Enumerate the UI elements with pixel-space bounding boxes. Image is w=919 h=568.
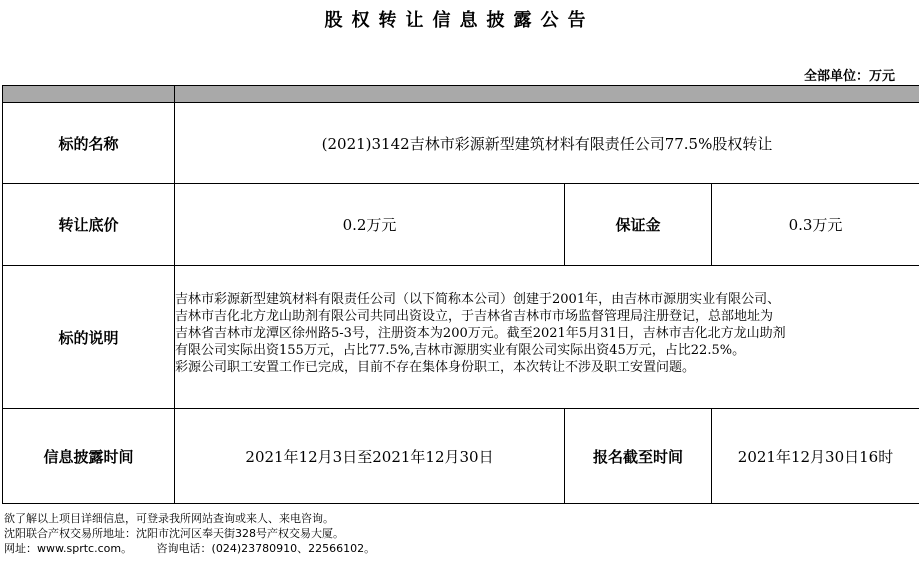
deposit-label: 保证金 [565, 184, 712, 266]
target-name-value: (2021)3142吉林市彩源新型建筑材料有限责任公司77.5%股权转让 [175, 103, 919, 184]
header-cell [3, 86, 175, 103]
row-disclosure-period [3, 409, 919, 504]
description-line: 有限公司实际出资155万元，占比77.5%,吉林市源朋实业有限公司实际出资45万元，占比22.5%。 [175, 343, 746, 358]
deadline-label: 报名截至时间 [565, 409, 712, 504]
description-line: 吉林市吉化北方龙山助剂有限公司共同出资设立，于吉林省吉林市市场监督管理局注册登记，总部地址为 [175, 309, 774, 324]
footer-notes [4, 511, 375, 556]
page-title: 股权转让信息披露公告 [324, 10, 595, 31]
description-label: 标的说明 [3, 266, 175, 409]
disclosure-period-label: 信息披露时间 [3, 409, 175, 504]
header-cell [175, 86, 919, 103]
price-label: 转让底价 [3, 184, 175, 266]
footer-line: 沈阳联合产权交易所地址：沈阳市沈河区奉天街328号产权交易大厦。 [4, 527, 344, 540]
price-value: 0.2万元 [175, 184, 565, 266]
row-description [3, 266, 919, 409]
footer-line: 网址：www.sprtc.com。 咨询电话：(024)23780910、22566102。 [4, 542, 376, 555]
description-value [175, 266, 919, 409]
table-header-bar [3, 86, 919, 103]
disclosure-period-value: 2021年12月3日至2021年12月30日 [175, 409, 565, 504]
description-line: 吉林省吉林市龙潭区徐州路5-3号，注册资本为200万元。截至2021年5月31日，吉林市吉化北方龙山助剂 [175, 326, 786, 341]
deposit-value: 0.3万元 [712, 184, 919, 266]
deadline-value: 2021年12月30日16时 [712, 409, 919, 504]
description-line: 吉林市彩源新型建筑材料有限责任公司（以下简称本公司）创建于2001年，由吉林市源朋实业有限公司、 [175, 292, 781, 307]
row-target-name [3, 103, 919, 184]
row-price [3, 184, 919, 266]
footer-line: 欲了解以上项目详细信息，可登录我所网站查询或来人、来电咨询。 [4, 512, 334, 525]
description-line: 彩源公司职工安置工作已完成，目前不存在集体身份职工，本次转让不涉及职工安置问题。 [175, 360, 696, 375]
disclosure-table [2, 85, 919, 504]
target-name-label: 标的名称 [3, 103, 175, 184]
unit-note: 全部单位：万元 [803, 69, 895, 84]
